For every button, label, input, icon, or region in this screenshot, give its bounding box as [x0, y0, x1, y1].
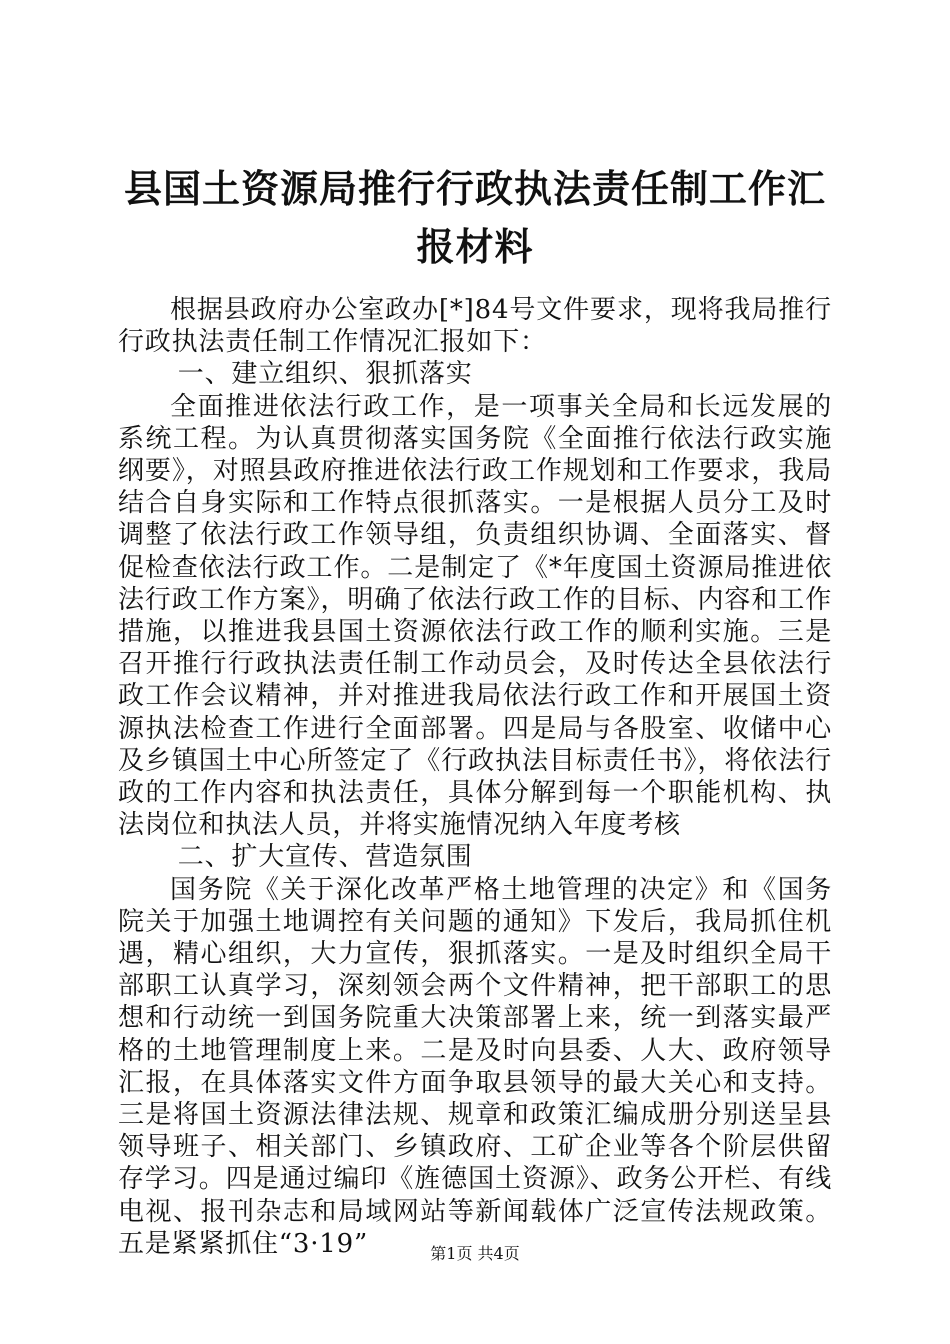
intro-paragraph: 根据县政府办公室政办[*]84号文件要求，现将我局推行行政执法责任制工作情况汇报如下： [118, 295, 832, 358]
document-body [118, 294, 832, 1260]
section-1-paragraph: 全面推进依法行政工作，是一项事关全局和长远发展的系统工程。为认真贯彻落实国务院《全面推行依法行政实施纲要》，对照县政府推进依法行政工作规划和工作要求，我局结合自身实际和工作特点很抓落实。一是根据人员分工及时调整了依法行政工作领导组，负责组织协调、全面落实、督促检查依法行政工作。二是制定了《*年度国土资源局推进依法行政工作方案》，明确了依法行政工作的目标、内容和工作措施，以推进我县国土资源依法行政工作的顺利实施。三是召开推行行政执法责任制工作动员会，及时传达全县依法行政工作会议精神，并对推进我局依法行政工作和开展国土资源执法检查工作进行全面部署。四是局与各股室、收储中心及乡镇国土中心所签定了《行政执法目标责任书》，将依法行政的工作内容和执法责任，具体分解到每一个职能机构、执法岗位和执法人员，并将实施情况纳入年度考核 [118, 391, 832, 841]
document-title: 县国土资源局推行行政执法责任制工作汇报材料 [123, 166, 826, 269]
section-heading-1: 一、建立组织、狠抓落实 [177, 359, 473, 390]
section-heading-2: 二、扩大宣传、营造氛围 [177, 842, 473, 873]
page-footer: 第1页 共4页 [430, 1244, 520, 1263]
section-2-paragraph: 国务院《关于深化改革严格土地管理的决定》和《国务院关于加强土地调控有关问题的通知》下发后，我局抓住机遇，精心组织，大力宣传，狠抓落实。一是及时组织全局干部职工认真学习，深刻领会两个文件精神，把干部职工的思想和行动统一到国务院重大决策部署上来，统一到落实最严格的土地管理制度上来。二是及时向县委、人大、政府领导汇报，在具体落实文件方面争取县领导的最大关心和支持。三是将国土资源法律法规、规章和政策汇编成册分别送呈县领导班子、相关部门、乡镇政府、工矿企业等各个阶层供留存学习。四是通过编印《旌德国土资源》、政务公开栏、有线电视、报刊杂志和局域网站等新闻载体广泛宣传法规政策。五是紧紧抓住“3·19” [118, 874, 832, 1259]
